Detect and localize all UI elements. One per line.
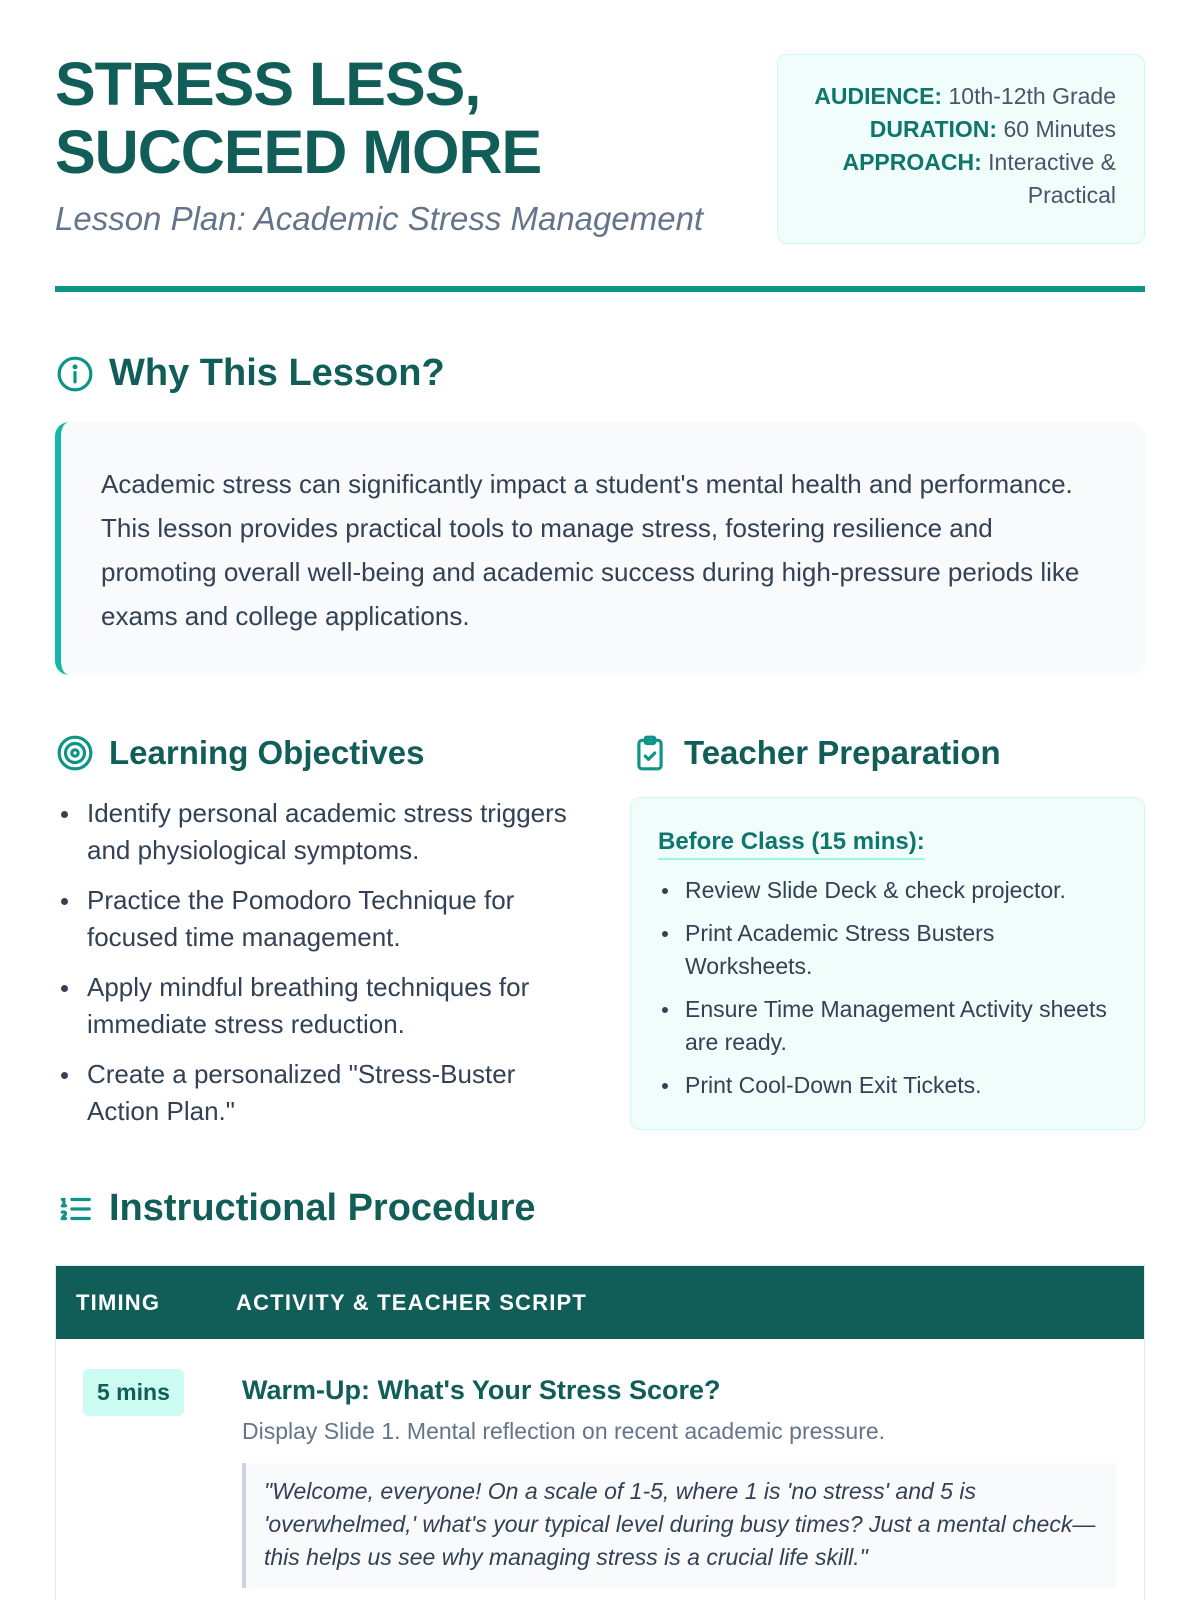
objectives-heading	[55, 733, 424, 773]
timing-cell	[56, 1369, 242, 1588]
preparation-box	[630, 797, 1145, 1130]
lesson-meta-box	[777, 54, 1145, 244]
activity-title: Warm-Up: What's Your Stress Score?	[242, 1375, 721, 1405]
activity-cell	[242, 1369, 1144, 1588]
timing-badge: 5 mins	[83, 1369, 184, 1416]
meta-key: APPROACH:	[842, 149, 982, 175]
teacher-script: "Welcome, everyone! On a scale of 1-5, where 1 is 'no stress' and 5 is 'overwhelmed,' what's your typical level during busy times? Just a mental check—this helps us see why managing stress is a crucial life skill."	[242, 1463, 1116, 1588]
numbered-list-icon	[55, 1189, 95, 1229]
meta-value: Interactive & Practical	[981, 149, 1116, 208]
target-icon	[55, 733, 95, 773]
header-divider	[55, 286, 1145, 292]
column-header-timing: TIMING	[76, 1289, 161, 1315]
header	[55, 0, 1145, 295]
page-subtitle: Lesson Plan: Academic Stress Management	[55, 200, 704, 237]
preparation-heading	[630, 733, 1001, 773]
info-icon	[55, 354, 95, 394]
preparation-heading-text: Teacher Preparation	[684, 734, 1001, 771]
clipboard-check-icon	[630, 733, 670, 773]
list-item: Practice the Pomodoro Technique for focused time management.	[55, 882, 575, 956]
meta-value: 60 Minutes	[997, 116, 1116, 142]
procedure-heading-text: Instructional Procedure	[109, 1187, 536, 1229]
table-header	[56, 1266, 1144, 1339]
activity-description: Display Slide 1. Mental reflection on recent academic pressure.	[242, 1418, 886, 1444]
column-header-activity: ACTIVITY & TEACHER SCRIPT	[236, 1289, 588, 1315]
table-row	[56, 1339, 1144, 1588]
list-item: Print Cool-Down Exit Tickets.	[658, 1069, 1116, 1102]
why-heading-text: Why This Lesson?	[109, 352, 445, 394]
preparation-label: Before Class (15 mins):	[658, 828, 925, 860]
why-callout	[55, 422, 1145, 675]
procedure-heading	[55, 1187, 536, 1230]
why-body: Academic stress can significantly impact a student's mental health and performance. This lesson provides practical tools to manage stress, fostering resilience and promoting overall well-being and academic success during high-pressure periods like exams and college applications.	[101, 469, 1080, 631]
page-title: STRESS LESS, SUCCEED MORE	[55, 50, 542, 186]
meta-key: AUDIENCE:	[814, 83, 943, 109]
meta-duration	[806, 113, 1116, 146]
list-item: Identify personal academic stress triggers and physiological symptoms.	[55, 795, 575, 869]
list-item: Ensure Time Management Activity sheets are ready.	[658, 993, 1116, 1059]
meta-approach	[806, 146, 1116, 212]
list-item: Print Academic Stress Busters Worksheets.	[658, 917, 1116, 983]
list-item: Apply mindful breathing techniques for immediate stress reduction.	[55, 969, 575, 1043]
procedure-table	[55, 1265, 1145, 1600]
objectives-heading-text: Learning Objectives	[109, 734, 425, 771]
objectives-list	[55, 795, 575, 1143]
list-item: Create a personalized "Stress-Buster Action Plan."	[55, 1056, 575, 1130]
meta-audience	[806, 80, 1116, 113]
meta-key: DURATION:	[869, 116, 998, 142]
why-heading	[55, 352, 445, 395]
list-item: Review Slide Deck & check projector.	[658, 874, 1116, 907]
preparation-list	[658, 874, 1116, 1102]
meta-value: 10th-12th Grade	[942, 83, 1116, 109]
